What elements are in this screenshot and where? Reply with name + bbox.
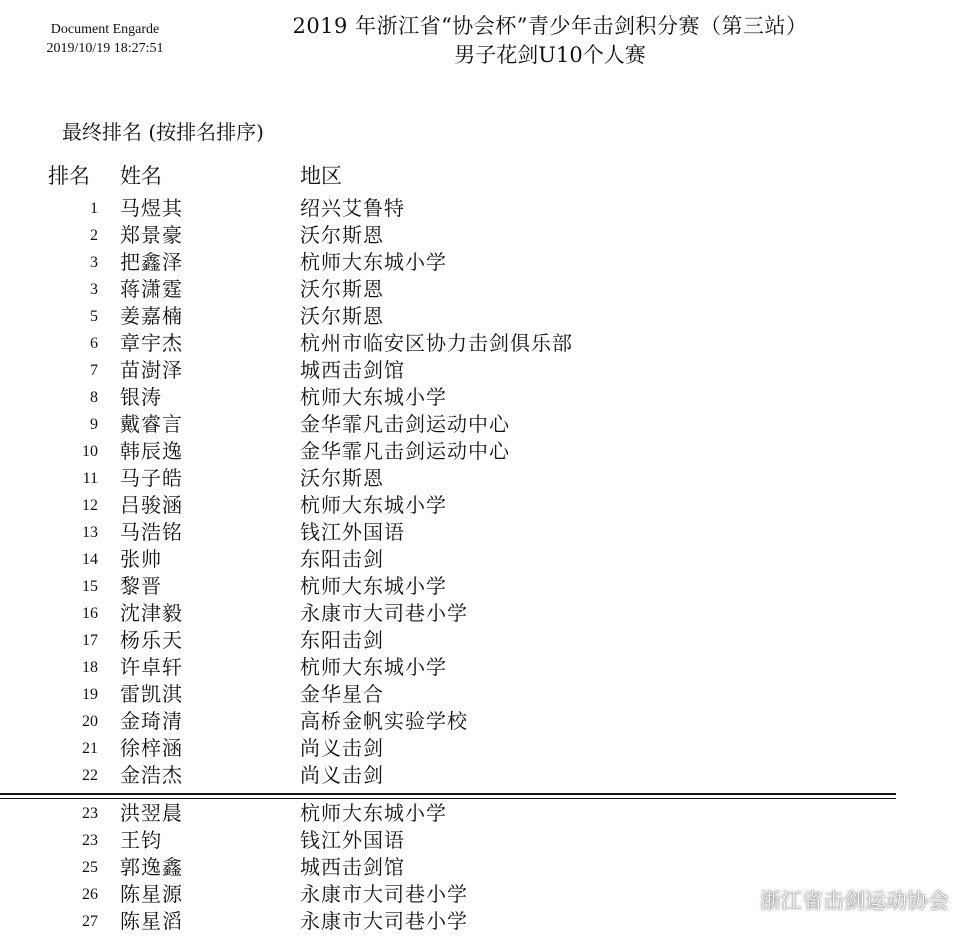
- row-rank: 6: [90, 335, 98, 352]
- row-name: 苗澍泽: [120, 358, 183, 382]
- row-region: 杭师大东城小学: [300, 493, 447, 517]
- print-datetime: 2019/10/19 18:27:51: [46, 41, 164, 56]
- row-rank: 11: [82, 470, 98, 487]
- document-title: [270, 12, 830, 69]
- row-region: 金华霏凡击剑运动中心: [300, 412, 510, 436]
- row-name: 许卓轩: [120, 655, 183, 679]
- row-region: 绍兴艾鲁特: [300, 196, 405, 220]
- table-row: [0, 546, 979, 573]
- row-name: 张帅: [120, 547, 162, 571]
- row-name: 陈星滔: [120, 909, 183, 933]
- row-region: 城西击剑馆: [300, 358, 405, 382]
- table-row: [0, 600, 979, 627]
- software-name: Document Engarde: [50, 22, 160, 37]
- table-row: [0, 681, 979, 708]
- row-name: 吕骏涵: [120, 493, 183, 517]
- row-region: 钱江外国语: [300, 520, 405, 544]
- row-region: 东阳击剑: [300, 547, 384, 571]
- table-row: [0, 854, 979, 881]
- row-rank: 14: [82, 551, 98, 568]
- column-header-name: 姓名: [120, 164, 162, 188]
- row-rank: 19: [82, 686, 98, 703]
- row-region: 永康市大司巷小学: [300, 601, 468, 625]
- row-region: 杭师大东城小学: [300, 385, 447, 409]
- table-row: [0, 411, 979, 438]
- row-name: 马子皓: [120, 466, 183, 490]
- row-region: 永康市大司巷小学: [300, 882, 468, 906]
- row-rank: 27: [82, 913, 98, 930]
- row-region: 沃尔斯恩: [300, 277, 384, 301]
- row-rank: 2: [90, 227, 98, 244]
- table-row: [0, 735, 979, 762]
- table-row: [0, 762, 979, 789]
- row-region: 杭师大东城小学: [300, 801, 447, 825]
- ranking-list-top: [0, 195, 979, 789]
- row-rank: 3: [90, 254, 98, 271]
- row-name: 银涛: [120, 385, 162, 409]
- row-region: 杭师大东城小学: [300, 655, 447, 679]
- row-rank: 20: [82, 713, 98, 730]
- column-header-region: 地区: [300, 164, 342, 188]
- row-name: 王钧: [120, 828, 162, 852]
- row-name: 洪翌晨: [120, 801, 183, 825]
- watermark-text: 浙江省击剑运动协会: [760, 889, 949, 913]
- table-row: [0, 438, 979, 465]
- table-row: [0, 249, 979, 276]
- row-rank: 1: [90, 200, 98, 217]
- page-divider: [0, 793, 896, 799]
- row-region: 钱江外国语: [300, 828, 405, 852]
- row-rank: 7: [90, 362, 98, 379]
- row-rank: 21: [82, 740, 98, 757]
- table-row: [0, 303, 979, 330]
- row-region: 沃尔斯恩: [300, 223, 384, 247]
- row-region: 杭师大东城小学: [300, 250, 447, 274]
- watermark: [718, 885, 949, 915]
- table-row: [0, 827, 979, 854]
- row-rank: 23: [82, 805, 98, 822]
- row-name: 蒋潇霆: [120, 277, 183, 301]
- row-name: 韩辰逸: [120, 439, 183, 463]
- competition-title: 2019 年浙江省“协会杯”青少年击剑积分赛（第三站）: [292, 14, 808, 38]
- table-row: [0, 654, 979, 681]
- row-rank: 3: [90, 281, 98, 298]
- row-rank: 12: [82, 497, 98, 514]
- document-meta: [30, 20, 180, 58]
- row-rank: 10: [82, 443, 98, 460]
- wechat-icon: [718, 887, 752, 913]
- table-row: [0, 195, 979, 222]
- row-region: 金华星合: [300, 682, 384, 706]
- table-row: [0, 357, 979, 384]
- table-row: [0, 627, 979, 654]
- row-rank: 26: [82, 886, 98, 903]
- row-name: 把鑫泽: [120, 250, 183, 274]
- row-region: 沃尔斯恩: [300, 304, 384, 328]
- row-rank: 8: [90, 389, 98, 406]
- section-title: 最终排名 (按排名排序): [62, 120, 264, 144]
- row-rank: 23: [82, 832, 98, 849]
- column-header-rank: 排名: [48, 164, 90, 188]
- row-name: 陈星源: [120, 882, 183, 906]
- row-name: 金浩杰: [120, 763, 183, 787]
- row-name: 章宇杰: [120, 331, 183, 355]
- row-region: 金华霏凡击剑运动中心: [300, 439, 510, 463]
- table-row: [0, 573, 979, 600]
- row-name: 黎晋: [120, 574, 162, 598]
- table-row: [0, 708, 979, 735]
- event-title: 男子花剑U10个人赛: [454, 43, 646, 67]
- row-region: 尚义击剑: [300, 736, 384, 760]
- row-region: 沃尔斯恩: [300, 466, 384, 490]
- row-name: 金琦清: [120, 709, 183, 733]
- row-rank: 22: [82, 767, 98, 784]
- row-region: 杭师大东城小学: [300, 574, 447, 598]
- table-row: [0, 384, 979, 411]
- table-row: [0, 330, 979, 357]
- row-region: 东阳击剑: [300, 628, 384, 652]
- row-name: 姜嘉楠: [120, 304, 183, 328]
- row-region: 永康市大司巷小学: [300, 909, 468, 933]
- row-name: 马煜其: [120, 196, 183, 220]
- row-name: 杨乐天: [120, 628, 183, 652]
- table-row: [0, 222, 979, 249]
- row-name: 郑景豪: [120, 223, 183, 247]
- row-name: 郭逸鑫: [120, 855, 183, 879]
- row-name: 马浩铭: [120, 520, 183, 544]
- table-header: [0, 160, 979, 192]
- row-rank: 17: [82, 632, 98, 649]
- row-rank: 5: [90, 308, 98, 325]
- table-row: [0, 519, 979, 546]
- row-region: 高桥金帆实验学校: [300, 709, 468, 733]
- row-name: 戴睿言: [120, 412, 183, 436]
- row-rank: 9: [90, 416, 98, 433]
- table-row: [0, 465, 979, 492]
- row-name: 徐梓涵: [120, 736, 183, 760]
- row-rank: 13: [82, 524, 98, 541]
- row-rank: 16: [82, 605, 98, 622]
- row-name: 雷凯淇: [120, 682, 183, 706]
- table-row: [0, 492, 979, 519]
- table-row: [0, 800, 979, 827]
- row-rank: 15: [82, 578, 98, 595]
- row-region: 城西击剑馆: [300, 855, 405, 879]
- table-row: [0, 276, 979, 303]
- row-region: 尚义击剑: [300, 763, 384, 787]
- row-rank: 25: [82, 859, 98, 876]
- row-region: 杭州市临安区协力击剑俱乐部: [300, 331, 573, 355]
- row-rank: 18: [82, 659, 98, 676]
- row-name: 沈津毅: [120, 601, 183, 625]
